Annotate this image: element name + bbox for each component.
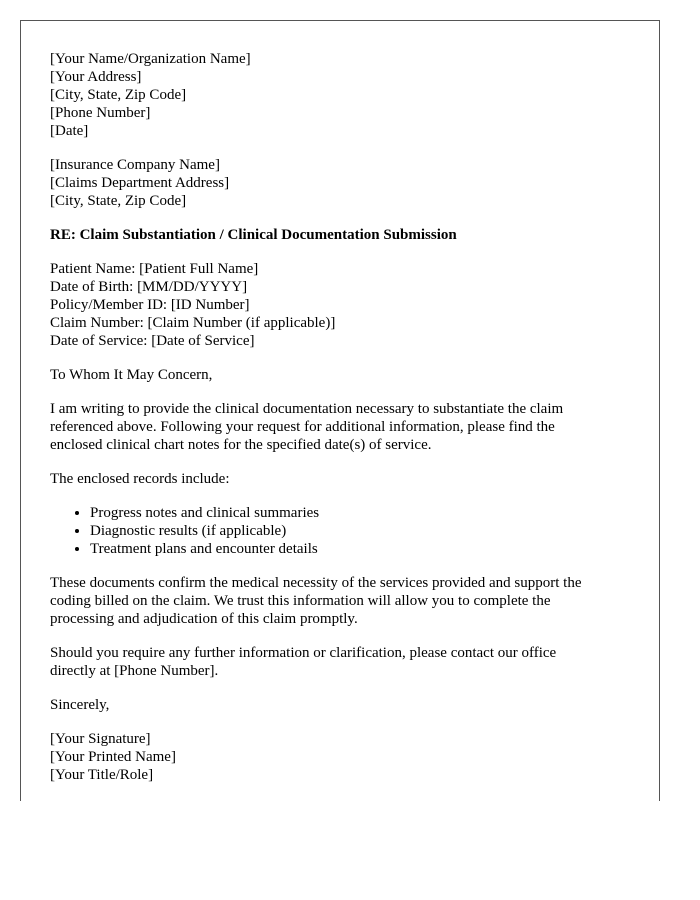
list-item: • Diagnostic results (if applicable) — [90, 522, 630, 540]
sender-block — [50, 50, 630, 140]
sender-name: [Your Name/Organization Name] — [50, 51, 251, 67]
recipient-block — [50, 156, 630, 210]
letter-body — [50, 50, 630, 784]
contact-line: directly at [Phone Number]. — [50, 663, 219, 679]
intro-line: referenced above. Following your request for additional information, please find the — [50, 419, 555, 435]
necessity-line: processing and adjudication of this claim promptly. — [50, 611, 358, 627]
sender-city-state-zip: [City, State, Zip Code] — [50, 87, 187, 103]
signature-placeholder: [Your Signature] — [50, 731, 151, 747]
title-role: [Your Title/Role] — [50, 767, 154, 783]
necessity-line: coding billed on the claim. We trust this information will allow you to complete the — [50, 593, 551, 609]
list-item: • Treatment plans and encounter details — [90, 540, 630, 558]
intro-paragraph — [50, 400, 630, 454]
recipient-address: [Claims Department Address] — [50, 175, 230, 191]
patient-name: Patient Name: [Patient Full Name] — [50, 261, 259, 277]
letter-page — [20, 20, 660, 801]
intro-line: enclosed clinical chart notes for the specified date(s) of service. — [50, 437, 432, 453]
patient-info-block — [50, 260, 630, 350]
letter-date: [Date] — [50, 123, 89, 139]
list-item: • Progress notes and clinical summaries — [90, 504, 630, 522]
closing: Sincerely, — [50, 697, 110, 713]
records-intro: The enclosed records include: — [50, 471, 230, 487]
signature-block — [50, 730, 630, 784]
date-of-service: Date of Service: [Date of Service] — [50, 333, 255, 349]
policy-member-id: Policy/Member ID: [ID Number] — [50, 297, 250, 313]
printed-name: [Your Printed Name] — [50, 749, 176, 765]
intro-line: I am writing to provide the clinical documentation necessary to substantiate the claim — [50, 401, 564, 417]
necessity-paragraph — [50, 574, 630, 628]
sender-address: [Your Address] — [50, 69, 142, 85]
contact-line: Should you require any further information or clarification, please contact our office — [50, 645, 557, 661]
subject-line: RE: Claim Substantiation / Clinical Documentation Submission — [50, 227, 457, 243]
salutation: To Whom It May Concern, — [50, 367, 213, 383]
patient-dob: Date of Birth: [MM/DD/YYYY] — [50, 279, 248, 295]
contact-paragraph — [50, 644, 630, 680]
recipient-company: [Insurance Company Name] — [50, 157, 220, 173]
claim-number: Claim Number: [Claim Number (if applicable)] — [50, 315, 336, 331]
recipient-city-state-zip: [City, State, Zip Code] — [50, 193, 187, 209]
records-list — [50, 504, 630, 558]
sender-phone: [Phone Number] — [50, 105, 151, 121]
necessity-line: These documents confirm the medical necessity of the services provided and support the — [50, 575, 582, 591]
